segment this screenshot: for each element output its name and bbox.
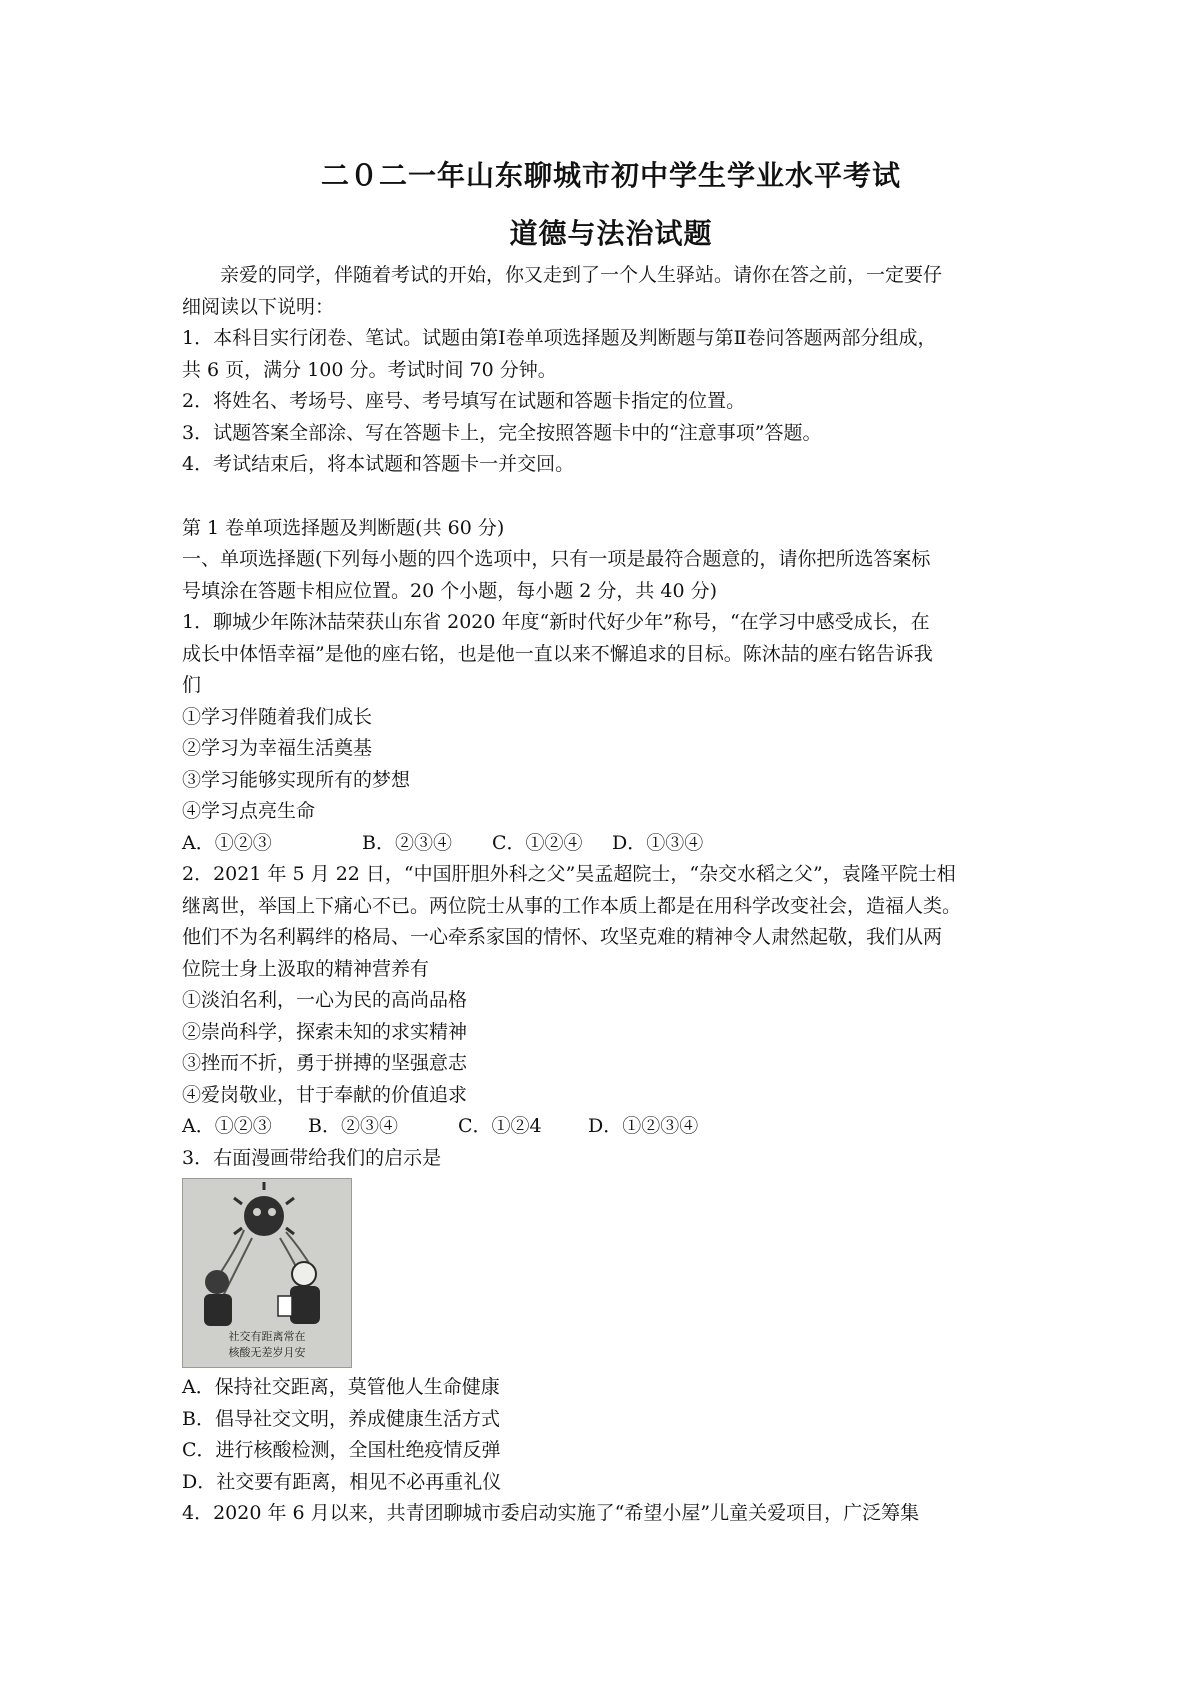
question-1	[182, 607, 1040, 859]
question-stem: 们	[182, 674, 202, 696]
answer-options	[182, 828, 1040, 860]
option-c: C．①②4	[458, 1115, 542, 1137]
option-a: A．①②③	[182, 831, 272, 854]
statement-item: ②崇尚科学，探索未知的求实精神	[182, 1020, 468, 1043]
section-heading-block	[182, 513, 1040, 608]
question-stem: 他们不为名利羁绊的格局、一心牵系家国的情怀、攻坚克难的精神令人肃然起敬，我们从两	[182, 926, 943, 948]
intro-line: 2．将姓名、考场号、座号、考号填写在试题和答题卡指定的位置。	[182, 390, 746, 412]
intro-line: 细阅读以下说明：	[182, 295, 335, 318]
question-stem: 4．2020 年 6 月以来，共青团聊城市委启动实施了“希望小屋”儿童关爱项目，广泛筹集	[182, 1502, 920, 1524]
statement-item: ④爱岗敬业，甘于奉献的价值追求	[182, 1083, 468, 1106]
intro-line: 亲爱的同学，伴随着考试的开始，你又走到了一个人生驿站。请你在答之前，一定要仔	[220, 264, 943, 286]
part-instruction: 一、单项选择题(下列每小题的四个选项中，只有一项是最符合题意的，请你把所选答案标	[182, 548, 931, 570]
option-b: B．②③④	[308, 1115, 398, 1137]
question-stem: 2．2021 年 5 月 22 日，“中国肝胆外科之父”吴孟超院士，“杂交水稻之父”，袁隆平院士相	[182, 863, 956, 885]
cartoon-caption-line-2: 核酸无差岁月安	[228, 1346, 306, 1359]
statement-item: ③学习能够实现所有的梦想	[182, 768, 411, 791]
statement-item: ④学习点亮生命	[182, 800, 316, 822]
option-c: C．进行核酸检测，全国杜绝疫情反弹	[182, 1439, 501, 1461]
option-a: A．保持社交距离，莫管他人生命健康	[182, 1376, 500, 1398]
option-d: D．①②③④	[588, 1115, 699, 1137]
question-stem: 继离世，举国上下痛心不已。两位院士从事的工作本质上都是在用科学改变社会，造福人类。	[182, 894, 962, 917]
intro-line: 3．试题答案全部涂、写在答题卡上，完全按照答题卡中的“注意事项”答题。	[182, 421, 822, 444]
part-instruction: 号填涂在答题卡相应位置。20 个小题，每小题 2 分，共 40 分)	[182, 579, 718, 602]
person-left-icon	[204, 1270, 232, 1326]
answer-options	[182, 1111, 1040, 1143]
option-d: D．①③④	[612, 831, 704, 854]
statement-item: ③挫而不折，勇于拼搏的坚强意志	[182, 1052, 468, 1074]
spacer	[182, 481, 1040, 513]
intro-line: 共 6 页，满分 100 分。考试时间 70 分钟。	[182, 358, 557, 381]
exam-title: 二０二一年山东聊城市初中学生学业水平考试	[320, 159, 901, 192]
question-stem: 3．右面漫画带给我们的启示是	[182, 1146, 442, 1169]
statement-item: ②学习为幸福生活奠基	[182, 737, 373, 759]
intro-block	[182, 260, 1040, 481]
option-d: D．社交要有距离，相见不必再重礼仪	[182, 1470, 502, 1493]
question-stem: 成长中体悟幸福”是他的座右铭，也是他一直以来不懈追求的目标。陈沐喆的座右铭告诉我	[182, 642, 933, 665]
intro-line: 4．考试结束后，将本试题和答题卡一并交回。	[182, 453, 575, 475]
question-stem: 1．聊城少年陈沐喆荣获山东省 2020 年度“新时代好少年”称号，“在学习中感受成长，在	[182, 611, 930, 633]
section-heading: 第 1 卷单项选择题及判断题(共 60 分)	[182, 516, 505, 539]
question-4	[182, 1498, 1040, 1530]
statement-item: ①学习伴随着我们成长	[182, 705, 373, 728]
option-c: C．①②④	[492, 831, 583, 854]
exam-subtitle: 道德与法治试题	[509, 217, 713, 250]
statement-item: ①淡泊名利，一心为民的高尚品格	[182, 989, 468, 1011]
option-a: A．①②③	[182, 1115, 272, 1137]
cartoon-image	[182, 1178, 352, 1368]
option-b: B．倡导社交文明，养成健康生活方式	[182, 1407, 500, 1430]
intro-line: 1．本科目实行闭卷、笔试。试题由第Ⅰ卷单项选择题及判断题与第Ⅱ卷问答题两部分组成，	[182, 327, 937, 349]
option-b: B．②③④	[362, 831, 452, 854]
question-3	[182, 1143, 1040, 1499]
question-stem: 位院士身上汲取的精神营养有	[182, 957, 430, 980]
cartoon-caption-line-1: 社交有距离常在	[228, 1330, 306, 1343]
question-2	[182, 859, 1040, 1143]
